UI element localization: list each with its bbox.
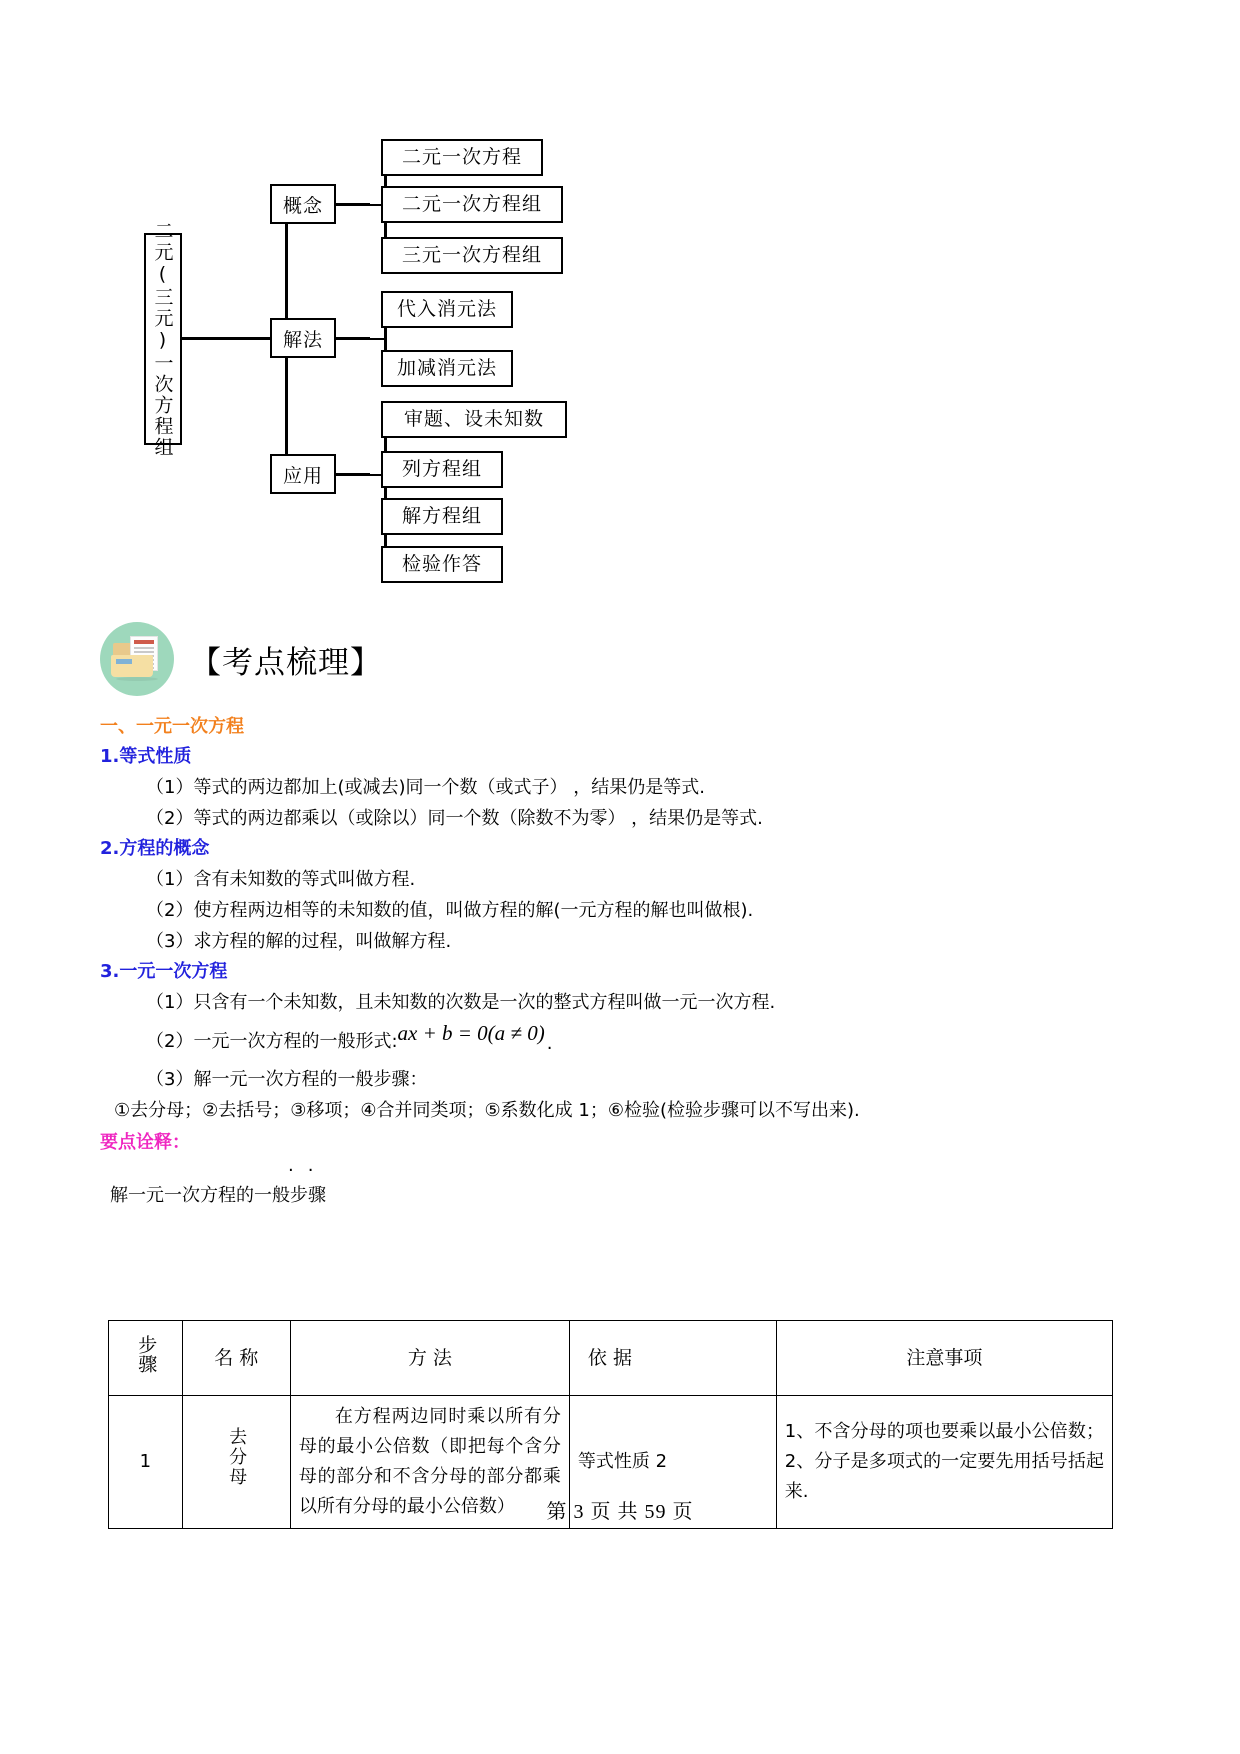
heading-equation-concept: 2.方程的概念 (100, 838, 210, 859)
diagram-leaf-box: 代入消元法 (381, 291, 513, 328)
table-header-basis: 依 据 (569, 1321, 776, 1396)
list-item: （3）求方程的解的过程，叫做解方程. (146, 931, 452, 952)
table-cell-basis: 等式性质 2 (569, 1396, 776, 1529)
table-header-step: 步骤 (109, 1321, 183, 1396)
section-heading (100, 622, 382, 696)
table-header-name: 名 称 (182, 1321, 290, 1396)
diagram-leaf-box: 检验作答 (381, 546, 503, 583)
list-item: （2）使方程两边相等的未知数的值，叫做方程的解(一元方程的解也叫做根). (146, 900, 754, 921)
list-item: （3）解一元一次方程的一般步骤： (146, 1069, 428, 1090)
folder-document-icon (100, 622, 174, 696)
diagram-leaf-box: 解方程组 (381, 498, 503, 535)
diagram-branch-yingyong: 应用 (270, 454, 336, 494)
diagram-leaf-box: 加减消元法 (381, 350, 513, 387)
steps-enumeration: ①去分母；②去括号；③移项；④合并同类项；⑤系数化成 1；⑥检验(检验步骤可以不写出来). (114, 1100, 860, 1121)
formula-prefix-text: （2）一元一次方程的一般形式: (146, 1031, 398, 1052)
list-item-with-formula (100, 1018, 1120, 1064)
table-cell-step: 1 (109, 1396, 183, 1529)
table-cell-method: 在方程两边同时乘以所有分母的最小公倍数（即把每个含分母的部分和不含分母的部分都乘以所有分母的最小公倍数） (290, 1396, 569, 1529)
diagram-connector (336, 338, 386, 340)
page-title: 【考点梳理】 (190, 644, 382, 681)
formula-period: . (546, 1033, 553, 1054)
heading-linear-equation: 3.一元一次方程 (100, 961, 228, 982)
diagram-connector (384, 419, 387, 567)
diagram-connector (336, 204, 386, 206)
diagram-branch-jiefa: 解法 (270, 318, 336, 358)
list-item: （1）只含有一个未知数，且未知数的次数是一次的整式方程叫做一元一次方程. (146, 992, 776, 1013)
diagram-root-box: 二元(三元)一次方程组 (144, 233, 182, 445)
list-item: （1）含有未知数的等式叫做方程. (146, 869, 416, 890)
diagram-leaf-box: 审题、设未知数 (381, 401, 567, 438)
diagram-branch-gainian: 概念 (270, 184, 336, 224)
diagram-connector (336, 474, 386, 476)
table-header-method: 方 法 (290, 1321, 569, 1396)
list-item: （2）等式的两边都乘以（或除以）同一个数（除数不为零） ，结果仍是等式. (146, 808, 763, 829)
diagram-leaf-box: 二元一次方程组 (381, 186, 563, 223)
table-header-notes: 注意事项 (776, 1321, 1112, 1396)
concept-tree-diagram (100, 120, 700, 590)
content-body (100, 712, 1120, 1210)
diagram-leaf-box: 三元一次方程组 (381, 237, 563, 274)
equation-general-form: ax + b = 0(a ≠ 0) (397, 1021, 545, 1045)
table-caption: 解一元一次方程的一般步骤 (110, 1185, 326, 1206)
heading-level-1: 一、一元一次方程 (100, 716, 244, 737)
diagram-leaf-box: 二元一次方程 (381, 139, 543, 176)
page-footer: 第 3 页 共 59 页 (546, 1501, 694, 1523)
heading-equality-properties: 1.等式性质 (100, 746, 192, 767)
heading-key-points: 要点诠释： (100, 1132, 190, 1153)
list-item: （1）等式的两边都加上(或减去)同一个数（或式子） ，结果仍是等式. (146, 777, 705, 798)
table-cell-notes: 1、不含分母的项也要乘以最小公倍数；2、分子是多项式的一定要先用括号括起来. (776, 1396, 1112, 1529)
diagram-leaf-box: 列方程组 (381, 451, 503, 488)
table-header-row (109, 1321, 1113, 1396)
table-cell-name: 去分母 (182, 1396, 290, 1529)
emphasis-dots: ·· (288, 1160, 328, 1181)
